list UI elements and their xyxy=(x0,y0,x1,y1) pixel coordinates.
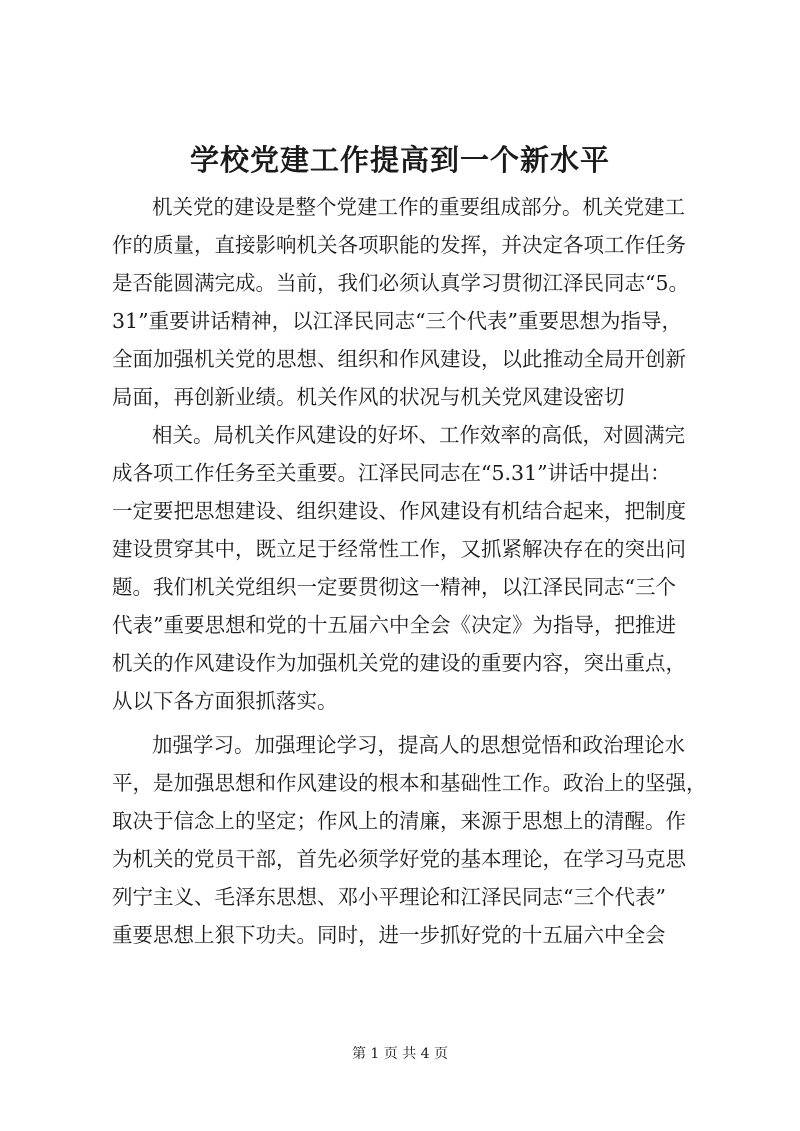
body-line: 取决于信念上的坚定；作风上的清廉，来源于思想上的清醒。作 xyxy=(112,809,686,833)
document-title: 学校党建工作提高到一个新水平 xyxy=(189,143,610,177)
body-line: 从以下各方面狠抓落实。 xyxy=(112,689,338,713)
body-line: 机关的作风建设作为加强机关党的建设的重要内容，突出重点， xyxy=(112,651,686,675)
body-line: 是否能圆满完成。当前，我们必须认真学习贯彻江泽民同志“5。 xyxy=(112,271,690,295)
body-line: 建设贯穿其中，既立足于经常性工作，又抓紧解决存在的突出问 xyxy=(112,537,686,561)
body-line: 重要思想上狠下功夫。同时，进一步抓好党的十五届六中全会 xyxy=(112,923,666,947)
body-line: 一定要把思想建设、组织建设、作风建设有机结合起来，把制度 xyxy=(112,499,686,523)
body-line: 作的质量，直接影响机关各项职能的发挥，并决定各项工作任务 xyxy=(112,233,686,257)
body-line: 加强学习。加强理论学习，提高人的思想觉悟和政治理论水 xyxy=(152,733,685,757)
body-line: 成各项工作任务至关重要。江泽民同志在“5.31”讲话中提出： xyxy=(112,461,671,485)
body-line: 列宁主义、毛泽东思想、邓小平理论和江泽民同志“三个代表” xyxy=(112,885,666,909)
body-line: 相关。局机关作风建设的好坏、工作效率的高低，对圆满完 xyxy=(152,423,685,447)
body-line: 全面加强机关党的思想、组织和作风建设，以此推动全局开创新 xyxy=(112,347,686,371)
body-line: 代表”重要思想和党的十五届六中全会《决定》为指导，把推进 xyxy=(112,613,676,637)
body-line: 局面，再创新业绩。机关作风的状况与机关党风建设密切 xyxy=(112,385,625,409)
body-line: 平，是加强思想和作风建设的根本和基础性工作。政治上的坚强， xyxy=(112,771,707,795)
body-line: 题。我们机关党组织一定要贯彻这一精神，以江泽民同志“三个 xyxy=(112,575,676,599)
body-line: 机关党的建设是整个党建工作的重要组成部分。机关党建工 xyxy=(152,195,685,219)
body-line: 31”重要讲话精神，以江泽民同志“三个代表”重要思想为指导， xyxy=(112,309,683,333)
document-body xyxy=(112,188,712,954)
body-line: 为机关的党员干部，首先必须学好党的基本理论，在学习马克思 xyxy=(112,847,686,871)
page-footer: 第 1 页 共 4 页 xyxy=(351,1046,449,1062)
